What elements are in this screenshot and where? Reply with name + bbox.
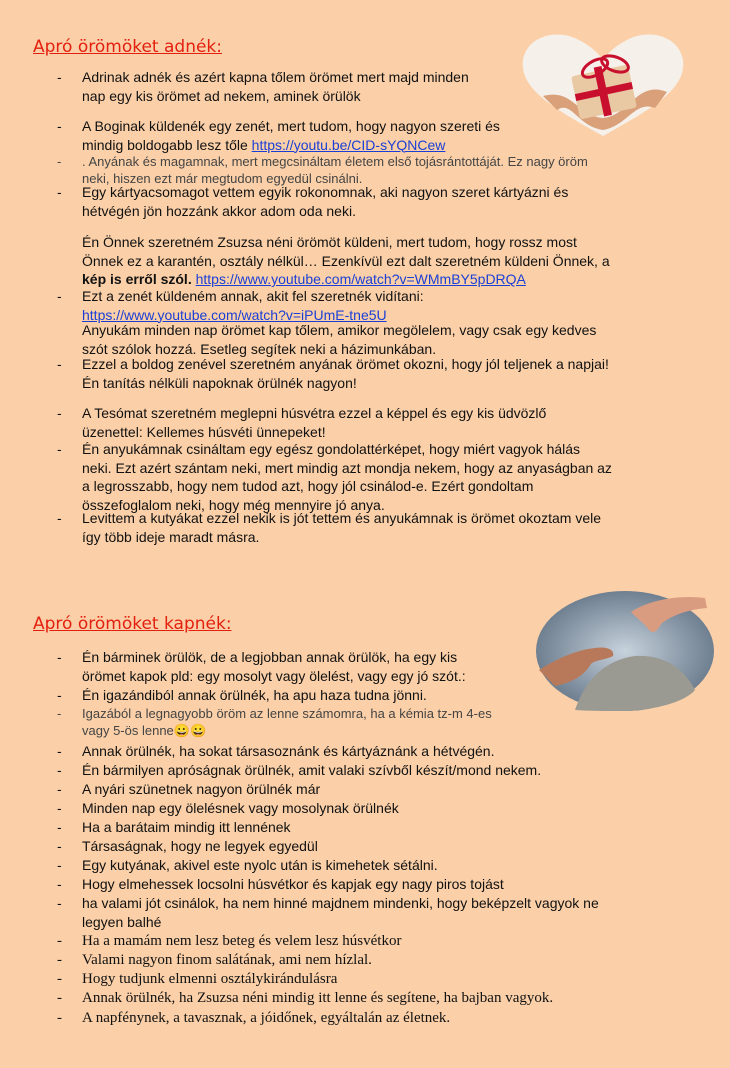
bullet-dash: - [57, 154, 62, 169]
text-line: örömet kapok pld: egy mosolyt vagy ölelést, vagy egy jó szót.: [82, 667, 466, 684]
bullet-dash: - [57, 118, 62, 134]
heading-give: Apró örömöket adnék: [33, 37, 223, 57]
heading-get: Apró örömöket kapnék: [33, 614, 232, 634]
text-line: Annak örülnék, ha Zsuzsa néni mindig itt lenne és segítene, ha bajban vagyok. [82, 990, 554, 1006]
text-line: Adrinak adnék és azért kapna tőlem örömet mert majd minden [82, 69, 469, 85]
text-line: A napfénynek, a tavasznak, a jóidőnek, egyáltalán az életnek. [82, 1010, 451, 1026]
text-line: Valami nagyon finom salátának, ami nem hízlal. [82, 952, 372, 968]
text-line: üzenettel: Kellemes húsvéti ünnepeket! [82, 423, 326, 440]
paragraph [82, 233, 672, 289]
bullet-dash: - [57, 952, 62, 968]
bullet-dash: - [57, 743, 62, 759]
bullet-dash: - [57, 895, 62, 911]
bullet-dash: - [57, 819, 62, 835]
text-line: legyen balhé [82, 913, 162, 930]
bullet-dash: - [57, 649, 62, 665]
bullet-dash: - [57, 857, 62, 873]
text-line: Én Önnek szeretném Zsuzsa néni örömöt küldeni, mert tudom, hogy rossz most [82, 234, 577, 250]
youtube-link[interactable]: https://www.youtube.com/watch?v=WMmBY5pDRQA [195, 271, 526, 287]
bullet-dash: - [57, 687, 62, 703]
text-line: nap egy kis örömet ad nekem, aminek örülök [82, 87, 361, 104]
text-line: Én anyukámnak csináltam egy egész gondolattérképet, hogy miért vagyok hálás [82, 441, 581, 457]
text-line: neki. Ezt azért szántam neki, mert mindig azt mondja nekem, hogy az anyaságban az [82, 459, 612, 476]
bullet-dash: - [57, 356, 62, 372]
text-line: . Anyának és magamnak, mert megcsináltam életem első tojásrántottáját. Ez nagy öröm [82, 154, 588, 169]
text-line: Annak örülnék, ha sokat társasoznánk és kártyáznánk a hétvégén. [82, 743, 495, 759]
paragraph [82, 321, 672, 358]
text-line: a legrosszabb, hogy nem tudod azt, hogy jól csinálod-e. Ezért gondoltam [82, 478, 534, 494]
bullet-dash: - [57, 184, 62, 200]
text-line: Hogy tudjunk elmenni osztálykirándulásra [82, 971, 338, 987]
text-line: Én tanítás nélküli napoknak örülnék nagyon! [82, 374, 357, 391]
bullet-dash: - [57, 510, 62, 526]
bullet-dash: - [57, 800, 62, 816]
bullet-dash: - [57, 288, 62, 304]
text-line: összefoglalom neki, hogy még mennyire jó anya. [82, 496, 385, 513]
bullet-dash: - [57, 441, 62, 457]
bullet-dash: - [57, 971, 62, 987]
text-line: Hogy elmehessek locsolni húsvétkor és kapjak egy nagy piros tojást [82, 876, 504, 892]
text-line: A Boginak küldenék egy zenét, mert tudom, hogy nagyon szereti és [82, 118, 500, 134]
text-line: Önnek ez a karantén, osztály nélkül… Ezenkívül ezt dalt szeretném küldeni Önnek, a [82, 252, 610, 269]
bullet-dash: - [57, 762, 62, 778]
youtube-link[interactable]: https://www.youtube.com/watch?v=iPUmE-tne5U [82, 306, 387, 323]
text-line: Igazából a legnagyobb öröm az lenne számomra, ha a kémia tz-m 4-es [82, 706, 492, 721]
text-line: mindig boldogabb lesz tőle [82, 136, 248, 153]
text-line: Anyukám minden nap örömet kap tőlem, amikor megölelem, vagy csak egy kedves [82, 322, 597, 338]
bullet-dash: - [57, 1010, 62, 1026]
text-line: kép is erről szól. [82, 271, 192, 287]
youtube-link[interactable]: https://youtu.be/CID-sYQNCew [251, 136, 446, 153]
text-line: A Tesómat szeretném meglepni húsvétra ezzel a képpel és egy kis üdvözlő [82, 405, 547, 421]
text-line: ha valami jót csinálok, ha nem hinné majdnem mindenki, hogy beképzelt vagyok ne [82, 895, 599, 911]
text-line: Levittem a kutyákat ezzel nekik is jót tettem és anyukámnak is örömet okoztam vele [82, 510, 602, 526]
bullet-dash: - [57, 781, 62, 797]
text-line: Én bármilyen apróságnak örülnék, amit valaki szívből készít/mond nekem. [82, 762, 542, 778]
text-line: így több ideje maradt másra. [82, 528, 260, 545]
bullet-dash: - [57, 990, 62, 1006]
bullet-dash: - [57, 933, 62, 949]
text-line: Ezt a zenét küldeném annak, akit fel szeretnék vidítani: [82, 288, 424, 304]
bullet-dash: - [57, 706, 62, 721]
bullet-dash: - [57, 838, 62, 854]
text-line: vagy 5-ös lenne😀😀 [82, 723, 207, 738]
bullet-dash: - [57, 69, 62, 85]
text-line: Társaságnak, hogy ne legyek egyedül [82, 838, 318, 854]
text-line: Egy kártyacsomagot vettem egyik rokonomnak, aki nagyon szeret kártyázni és [82, 184, 569, 200]
text-line: A nyári szünetnek nagyon örülnék már [82, 781, 321, 797]
text-line: Egy kutyának, akivel este nyolc után is kimehetek sétálni. [82, 857, 438, 873]
text-line: Minden nap egy ölelésnek vagy mosolynak örülnék [82, 800, 399, 816]
text-line: neki, hiszen ezt már megtudom egyedül csinálni. [82, 171, 363, 186]
text-line: Én bárminek örülök, de a legjobban annak örülök, ha egy kis [82, 649, 458, 665]
bullet-dash: - [57, 405, 62, 421]
text-line: Ha a mamám nem lesz beteg és velem lesz húsvétkor [82, 933, 402, 949]
bullet-dash: - [57, 876, 62, 892]
text-line: Én igazándiból annak örülnék, ha apu haza tudna jönni. [82, 687, 427, 703]
text-line: hétvégén jön hozzánk akkor adom oda neki. [82, 202, 356, 219]
text-line: szót szólok hozzá. Esetleg segítek neki a házimunkában. [82, 340, 437, 357]
text-line: Ezzel a boldog zenével szeretném anyának örömet okozni, hogy jól teljenek a napjai! [82, 356, 609, 372]
text-line: Ha a barátaim mindig itt lennének [82, 819, 291, 835]
